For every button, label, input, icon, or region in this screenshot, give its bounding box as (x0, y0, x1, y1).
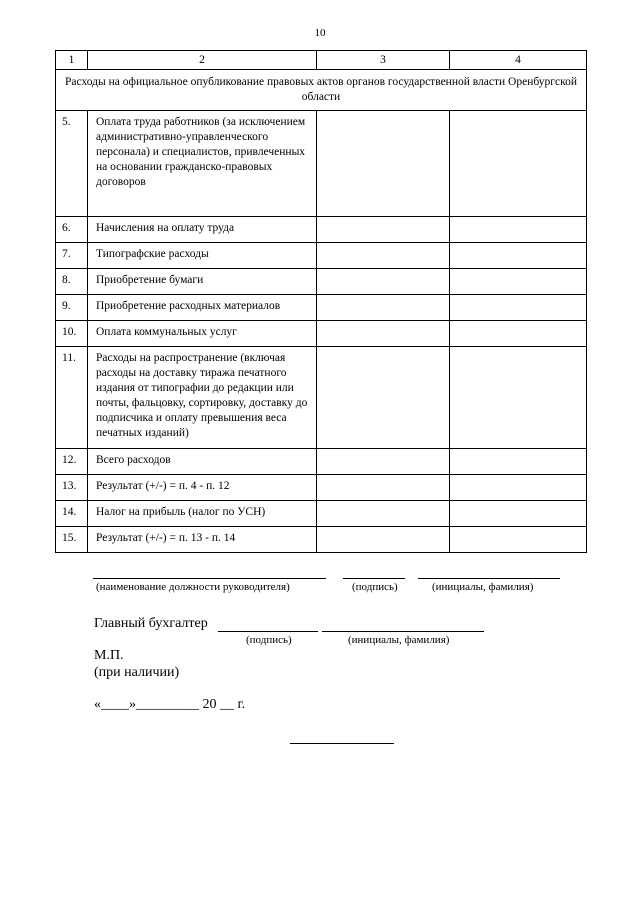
row-number: 15. (56, 527, 88, 553)
chief-initials-line (322, 631, 484, 632)
chief-signature-line (218, 631, 318, 632)
cell-col3 (317, 321, 450, 347)
row-description: Оплата коммунальных услуг (88, 321, 317, 347)
row-number: 6. (56, 217, 88, 243)
head-signature-line (343, 578, 405, 579)
row-description: Всего расходов (88, 449, 317, 475)
head-initials-caption: (инициалы, фамилия) (432, 581, 534, 593)
cell-col4 (450, 295, 587, 321)
cell-col3 (317, 269, 450, 295)
table-row (56, 269, 587, 295)
cell-col4 (450, 321, 587, 347)
cell-col3 (317, 347, 450, 449)
row-number: 12. (56, 449, 88, 475)
row-number: 5. (56, 111, 88, 217)
row-number: 7. (56, 243, 88, 269)
cell-col4 (450, 243, 587, 269)
row-description: Начисления на оплату труда (88, 217, 317, 243)
cell-col3 (317, 501, 450, 527)
table-row (56, 295, 587, 321)
row-description: Приобретение бумаги (88, 269, 317, 295)
column-header-2: 2 (88, 51, 317, 70)
cell-col4 (450, 449, 587, 475)
cell-col4 (450, 111, 587, 217)
head-position-line (93, 578, 326, 579)
head-position-caption: (наименование должности руководителя) (96, 581, 290, 593)
row-description: Результат (+/-) = п. 4 - п. 12 (88, 475, 317, 501)
cell-col4 (450, 527, 587, 553)
table-row (56, 243, 587, 269)
page-number: 10 (314, 27, 326, 39)
cell-col3 (317, 217, 450, 243)
stamp-label: М.П. (94, 648, 124, 663)
cell-col3 (317, 295, 450, 321)
column-header-4: 4 (450, 51, 587, 70)
section-row (56, 70, 587, 111)
table-row (56, 501, 587, 527)
column-header-1: 1 (56, 51, 88, 70)
chief-initials-caption: (инициалы, фамилия) (348, 634, 450, 646)
cell-col3 (317, 475, 450, 501)
cell-col3 (317, 243, 450, 269)
table-row (56, 321, 587, 347)
row-description: Результат (+/-) = п. 13 - п. 14 (88, 527, 317, 553)
row-number: 8. (56, 269, 88, 295)
chief-signature-caption: (подпись) (246, 634, 292, 646)
table-row (56, 111, 587, 217)
bottom-divider (290, 743, 394, 744)
head-initials-line (418, 578, 560, 579)
table-row (56, 475, 587, 501)
row-number: 13. (56, 475, 88, 501)
cell-col3 (317, 527, 450, 553)
table-row (56, 527, 587, 553)
row-description: Типографские расходы (88, 243, 317, 269)
cell-col4 (450, 501, 587, 527)
table-row (56, 347, 587, 449)
chief-accountant-label: Главный бухгалтер (94, 616, 208, 631)
stamp-note: (при наличии) (94, 665, 180, 680)
row-description: Расходы на распространение (включая расходы на доставку тиража печатного издания от типографии до редакции или почты, фальцовку, сортировку, доставку до подписчика и оплату превышения веса печатных изданий) (88, 347, 317, 449)
date-line: «____»_________ 20 __ г. (94, 697, 246, 712)
row-number: 14. (56, 501, 88, 527)
row-number: 11. (56, 347, 88, 449)
table-row (56, 449, 587, 475)
cell-col4 (450, 217, 587, 243)
head-signature-caption: (подпись) (352, 581, 398, 593)
cell-col4 (450, 269, 587, 295)
column-header-3: 3 (317, 51, 450, 70)
row-number: 9. (56, 295, 88, 321)
row-number: 10. (56, 321, 88, 347)
report-table (55, 50, 587, 553)
cell-col4 (450, 475, 587, 501)
section-title: Расходы на официальное опубликование правовых актов органов государственной власти Оренбургской области (56, 70, 587, 111)
cell-col3 (317, 449, 450, 475)
cell-col3 (317, 111, 450, 217)
row-description: Оплата труда работников (за исключением административно-управленческого персонала) и специалистов, привлеченных на основании гражданско-правовых договоров (88, 111, 317, 217)
header-row (56, 51, 587, 70)
row-description: Приобретение расходных материалов (88, 295, 317, 321)
row-description: Налог на прибыль (налог по УСН) (88, 501, 317, 527)
table-row (56, 217, 587, 243)
cell-col4 (450, 347, 587, 449)
